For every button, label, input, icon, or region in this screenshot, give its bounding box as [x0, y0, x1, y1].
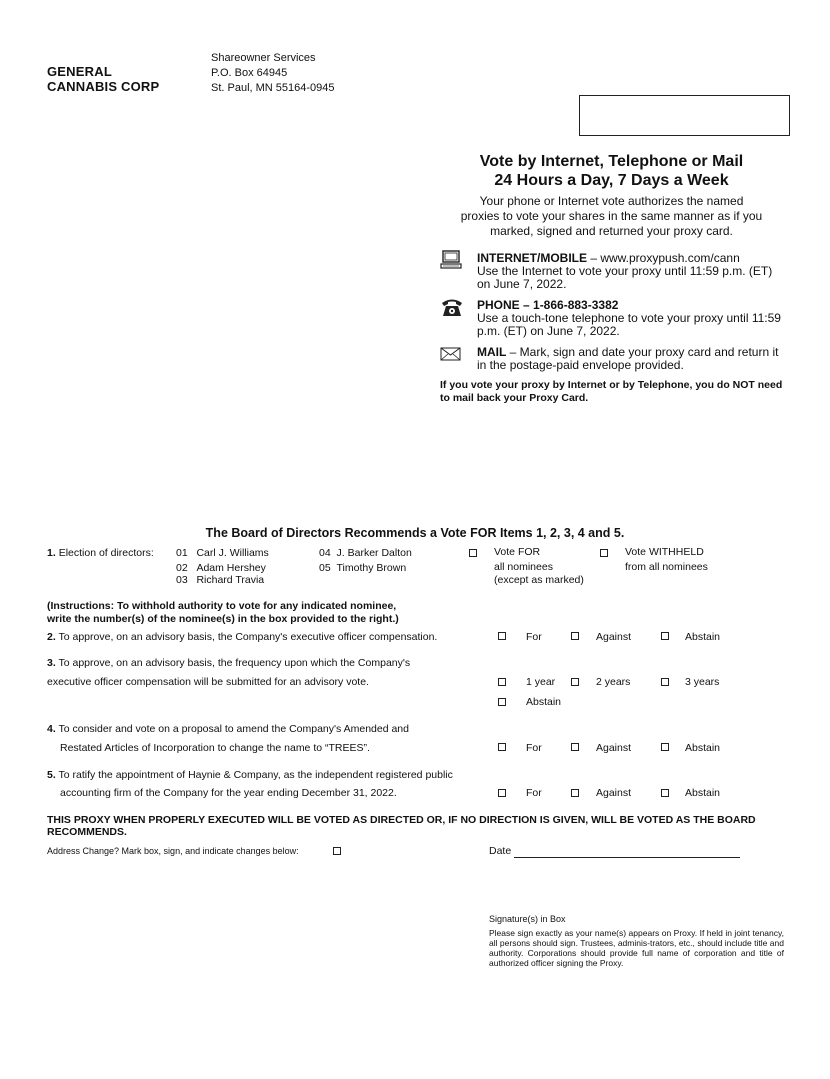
item5-label — [47, 768, 453, 782]
vote-title-line1: Vote by Internet, Telephone or Mail — [479, 153, 744, 170]
no-mail-note: If you vote your proxy by Internet or by Telephone, you do NOT need to mail back your Proxy Card. — [440, 379, 783, 404]
nominee-name: Richard Travia — [196, 574, 265, 586]
date-label: Date — [489, 845, 512, 857]
item4-against-checkbox[interactable] — [571, 743, 579, 751]
vote-withheld-line: from all nominees — [625, 561, 708, 573]
item3-abstain-label: Abstain — [526, 696, 562, 708]
item5-for-label: For — [526, 787, 542, 799]
control-number-box[interactable] — [579, 95, 790, 136]
item5-for-checkbox[interactable] — [498, 789, 506, 797]
signature-instructions: Please sign exactly as your name(s) appears on Proxy. If held in joint tenancy, all persons should sign. Trustees, adminis-trators, etc., should include title and authority. Corporations should provide full name of corporation and title of authorized officer signing the Proxy. — [489, 928, 784, 968]
item3-3years-label: 3 years — [685, 676, 720, 688]
nominee-number: 02 — [176, 562, 188, 574]
item5-text-line2: accounting firm of the Company for the year ending December 31, 2022. — [60, 787, 397, 799]
mail-desc: – Mark, sign and date your proxy card and return it in the postage-paid envelope provided. — [477, 345, 779, 372]
vote-for-line: all nominees — [494, 561, 553, 573]
envelope-icon — [440, 344, 468, 366]
item3-2years-checkbox[interactable] — [571, 678, 579, 686]
nominee-number: 01 — [176, 547, 188, 559]
instructions-line: write the number(s) of the nominee(s) in the box provided to the right.) — [47, 613, 399, 625]
item2-against-checkbox[interactable] — [571, 632, 579, 640]
item5-abstain-checkbox[interactable] — [661, 789, 669, 797]
nominee-name: Carl J. Williams — [196, 547, 269, 559]
nominee-name: Timothy Brown — [336, 562, 407, 574]
vote-intro — [440, 194, 783, 239]
item-number: 5. — [47, 769, 56, 781]
phone-heading: PHONE – 1-866-883-3382 — [477, 298, 619, 312]
company-name-line1: GENERAL — [47, 64, 112, 79]
signature-label: Signature(s) in Box — [489, 914, 566, 924]
telephone-icon — [440, 297, 468, 319]
item3-3years-checkbox[interactable] — [661, 678, 669, 686]
item3-1year-checkbox[interactable] — [498, 678, 506, 686]
item4-text: To consider and vote on a proposal to amend the Company's Amended and — [58, 723, 409, 735]
nominee-number: 04 — [319, 547, 331, 559]
nominee-number: 05 — [319, 562, 331, 574]
internet-desc: Use the Internet to vote your proxy until 11:59 p.m. (ET) on June 7, 2022. — [477, 264, 773, 291]
item2-abstain-checkbox[interactable] — [661, 632, 669, 640]
vote-withheld-line: Vote WITHHELD — [625, 546, 704, 558]
item3-1year-label: 1 year — [526, 676, 556, 688]
address-change-label: Address Change? Mark box, sign, and indicate changes below: — [47, 846, 299, 856]
vote-withheld-label — [625, 546, 708, 574]
item1-text: Election of directors: — [58, 547, 154, 559]
item2-for-label: For — [526, 631, 542, 643]
address-change-checkbox[interactable] — [333, 847, 341, 855]
vote-intro-line: marked, signed and returned your proxy card. — [490, 224, 733, 238]
item5-against-checkbox[interactable] — [571, 789, 579, 797]
phone-desc: Use a touch-tone telephone to vote your proxy until 11:59 p.m. (ET) on June 7, 2022. — [477, 311, 781, 338]
item4-for-checkbox[interactable] — [498, 743, 506, 751]
item5-abstain-label: Abstain — [685, 787, 721, 799]
item2-text: To approve, on an advisory basis, the Company's executive officer compensation. — [58, 631, 438, 643]
nominee-04 — [319, 546, 412, 560]
item4-abstain-checkbox[interactable] — [661, 743, 669, 751]
item-number: 1. — [47, 547, 56, 559]
nominee-05 — [319, 561, 406, 575]
mail-heading: MAIL — [477, 345, 507, 359]
item2-against-label: Against — [596, 631, 632, 643]
instructions-line: (Instructions: To withhold authority to vote for any indicated nominee, — [47, 600, 397, 612]
nominee-03 — [176, 573, 264, 587]
proxy-execution-note: THIS PROXY WHEN PROPERLY EXECUTED WILL BE VOTED AS DIRECTED OR, IF NO DIRECTION IS GIVEN, WILL BE VOTED AS THE BOARD RECOMMENDS. — [47, 814, 756, 838]
item-number: 3. — [47, 657, 56, 669]
vote-intro-line: Your phone or Internet vote authorizes the named — [479, 194, 744, 208]
item3-text-line2: executive officer compensation will be submitted for an advisory vote. — [47, 676, 369, 688]
item3-2years-label: 2 years — [596, 676, 631, 688]
nominee-01 — [176, 546, 269, 560]
item4-abstain-label: Abstain — [685, 742, 721, 754]
vote-for-line: (except as marked) — [494, 574, 584, 586]
item3-text: To approve, on an advisory basis, the frequency upon which the Company's — [58, 657, 411, 669]
return-address-line: P.O. Box 64945 — [211, 67, 288, 79]
return-address-line: Shareowner Services — [211, 52, 316, 64]
return-address — [211, 51, 335, 96]
internet-heading: INTERNET/MOBILE — [477, 251, 587, 265]
vote-for-all-checkbox[interactable] — [469, 549, 477, 557]
vote-title-line2: 24 Hours a Day, 7 Days a Week — [494, 172, 729, 189]
internet-url[interactable]: – www.proxypush.com/cann — [587, 251, 740, 265]
vote-for-all-label — [494, 546, 584, 587]
item4-label — [47, 722, 409, 736]
item3-abstain-checkbox[interactable] — [498, 698, 506, 706]
item5-text: To ratify the appointment of Haynie & Company, as the independent registered public — [58, 769, 453, 781]
nominee-number: 03 — [176, 574, 188, 586]
item2-label — [47, 630, 437, 644]
vote-intro-line: proxies to vote your shares in the same manner as if you — [460, 209, 763, 223]
withhold-instructions — [47, 600, 399, 626]
board-recommendation: The Board of Directors Recommends a Vote FOR Items 1, 2, 3, 4 and 5. — [205, 526, 625, 540]
nominee-name: J. Barker Dalton — [336, 547, 412, 559]
item3-label — [47, 656, 410, 670]
vote-methods-title — [440, 152, 783, 190]
company-name — [47, 64, 159, 94]
vote-for-line: Vote FOR — [494, 546, 541, 558]
date-field[interactable] — [514, 857, 740, 858]
item2-for-checkbox[interactable] — [498, 632, 506, 640]
company-name-line2: CANNABIS CORP — [47, 79, 160, 94]
item-number: 4. — [47, 723, 56, 735]
item-number: 2. — [47, 631, 56, 643]
item2-abstain-label: Abstain — [685, 631, 721, 643]
item4-text-line2: Restated Articles of Incorporation to change the name to “TREES”. — [60, 742, 370, 754]
vote-withheld-checkbox[interactable] — [600, 549, 608, 557]
nominee-name: Adam Hershey — [196, 562, 266, 574]
item4-against-label: Against — [596, 742, 632, 754]
computer-icon — [440, 250, 468, 272]
item1-label — [47, 546, 154, 560]
item5-against-label: Against — [596, 787, 632, 799]
item4-for-label: For — [526, 742, 542, 754]
return-address-line: St. Paul, MN 55164-0945 — [211, 82, 335, 94]
